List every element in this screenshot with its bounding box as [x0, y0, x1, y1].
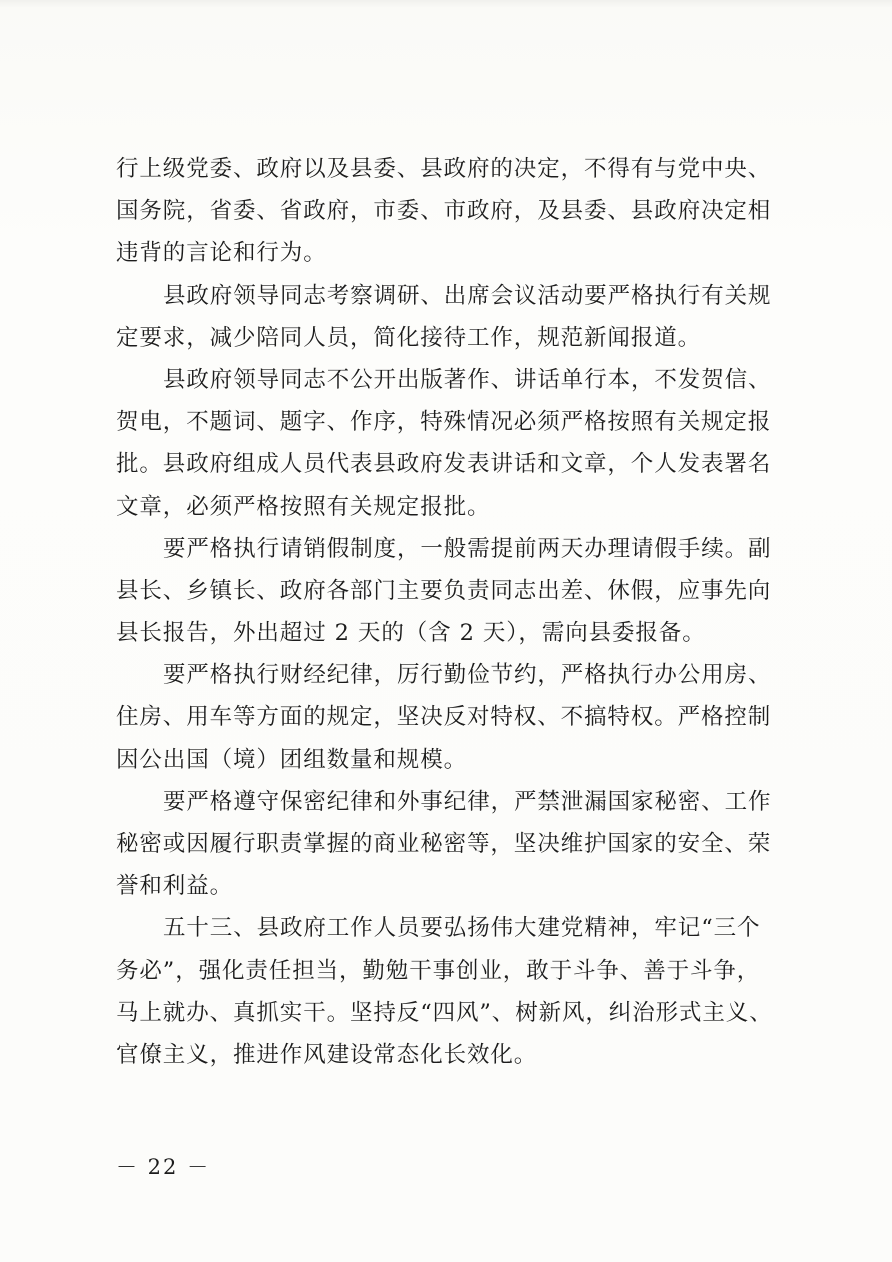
text-line: 国务院，省委、省政府，市委、市政府，及县委、县政府决定相: [116, 198, 772, 225]
text-line: 县长、乡镇长、政府各部门主要负责同志出差、休假，应事先向: [116, 577, 772, 604]
text-line: 住房、用车等方面的规定，坚决反对特权、不搞特权。严格控制: [116, 704, 772, 731]
page-top-shadow: [0, 0, 892, 8]
text-line: 官僚主义，推进作风建设常态化长效化。: [116, 1041, 538, 1068]
paragraph-start-line: 五十三、县政府工作人员要弘扬伟大建党精神，牢记“三个: [163, 915, 761, 942]
paragraph-start-line: 县政府领导同志不公开出版著作、讲话单行本，不发贺信、: [163, 366, 772, 393]
text-line: 誉和利益。: [116, 873, 234, 900]
text-line: 批。县政府组成人员代表县政府发表讲话和文章，个人发表署名: [116, 451, 772, 478]
text-line: 因公出国（境）团组数量和规模。: [116, 746, 468, 773]
body-text: [116, 148, 778, 1076]
text-line: 定要求，减少陪同人员，简化接待工作，规范新闻报道。: [116, 324, 702, 351]
text-line: 马上就办、真抓实干。坚持反“四风”、树新风，纠治形式主义、: [116, 999, 773, 1026]
paragraph-start-line: 要严格执行请销假制度，一般需提前两天办理请假手续。副: [163, 535, 772, 562]
text-line: 违背的言论和行为。: [116, 240, 327, 267]
page-number: － 22 －: [116, 1155, 211, 1179]
text-line: 务必”，强化责任担当，勤勉干事创业，敢于斗争、善于斗争，: [116, 957, 761, 984]
paragraph-start-line: 县政府领导同志考察调研、出席会议活动要严格执行有关规: [163, 282, 772, 309]
text-line: 文章，必须严格按照有关规定报批。: [116, 493, 491, 520]
text-line: 行上级党委、政府以及县委、县政府的决定，不得有与党中央、: [116, 156, 772, 182]
text-line: 秘密或因履行职责掌握的商业秘密等，坚决维护国家的安全、荣: [116, 831, 772, 857]
paragraph-start-line: 要严格遵守保密纪律和外事纪律，严禁泄漏国家秘密、工作: [163, 788, 772, 815]
text-line: 县长报告，外出超过 2 天的（含 2 天），需向县委报备。: [116, 620, 706, 647]
text-line: 贺电，不题词、题字、作序，特殊情况必须严格按照有关规定报: [116, 409, 772, 436]
paragraph-start-line: 要严格执行财经纪律，厉行勤俭节约，严格执行办公用房、: [163, 662, 772, 689]
